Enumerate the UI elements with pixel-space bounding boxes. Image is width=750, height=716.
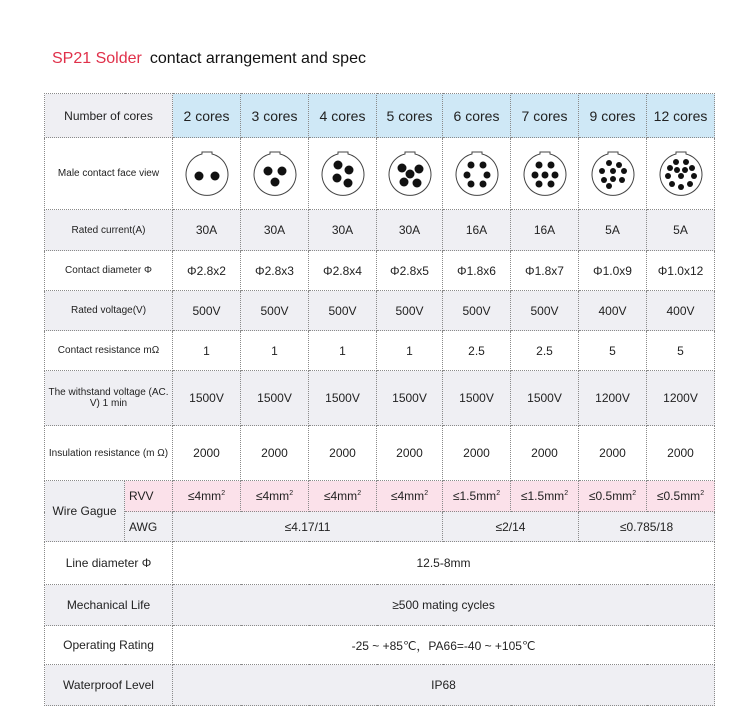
rvv-value: [173, 481, 241, 512]
spec-value: 500V: [173, 291, 241, 331]
superscript: 2: [496, 490, 501, 497]
rvv-label: RVV: [125, 481, 173, 512]
core-count: 12 cores: [647, 94, 715, 138]
spec-value: 1: [309, 331, 377, 371]
superscript: 2: [221, 490, 226, 497]
awg-row: [45, 512, 715, 542]
common-spec-row: [45, 665, 715, 706]
rvv-value: [647, 481, 715, 512]
wire-gauge-label: Wire Gague: [45, 481, 125, 542]
awg-label: AWG: [125, 512, 173, 542]
row-label: Rated current(A): [45, 210, 173, 251]
core-count: 7 cores: [511, 94, 579, 138]
connector-face-diagram: [309, 138, 377, 210]
row-label: Mechanical Life: [45, 585, 173, 626]
awg-value: ≤4.17/11: [173, 512, 443, 542]
row-label: Line diameter Φ: [45, 542, 173, 585]
spec-row: [45, 371, 715, 426]
rvv-value: [377, 481, 443, 512]
rvv-value-text: ≤1.5mm: [520, 489, 565, 503]
rvv-value: [309, 481, 377, 512]
spec-value: Φ1.0x9: [579, 251, 647, 291]
spec-value: 1500V: [377, 371, 443, 426]
awg-value: ≤2/14: [443, 512, 579, 542]
awg-value: ≤0.785/18: [579, 512, 715, 542]
spec-value: 400V: [579, 291, 647, 331]
spec-value: 1: [241, 331, 309, 371]
spec-value: 400V: [647, 291, 715, 331]
spec-value: 1500V: [241, 371, 309, 426]
row-label: The withstand voltage (AC. V) 1 min: [45, 371, 173, 426]
spec-value: 2000: [241, 426, 309, 481]
common-spec-row: [45, 626, 715, 665]
spec-value: 1: [377, 331, 443, 371]
superscript: 2: [564, 490, 569, 497]
spec-value: 500V: [241, 291, 309, 331]
common-value: IP68: [173, 665, 715, 706]
connector-pin-icon: [520, 149, 570, 199]
row-label: Male contact face view: [45, 138, 173, 210]
core-count: 9 cores: [579, 94, 647, 138]
spec-value: Φ1.8x6: [443, 251, 511, 291]
row-label: Contact diameter Φ: [45, 251, 173, 291]
connector-face-diagram: [647, 138, 715, 210]
spec-value: 16A: [443, 210, 511, 251]
connector-pin-icon: [182, 149, 232, 199]
spec-value: 5A: [579, 210, 647, 251]
spec-value: 2000: [443, 426, 511, 481]
spec-table: [44, 93, 715, 706]
core-count: 5 cores: [377, 94, 443, 138]
spec-value: 2000: [173, 426, 241, 481]
spec-value: 5A: [647, 210, 715, 251]
spec-value: 5: [647, 331, 715, 371]
spec-value: 500V: [443, 291, 511, 331]
common-value: ≥500 mating cycles: [173, 585, 715, 626]
spec-row: [45, 331, 715, 371]
rvv-value-text: ≤4mm: [390, 489, 425, 503]
rvv-value: [579, 481, 647, 512]
spec-value: 1: [173, 331, 241, 371]
rvv-value-text: ≤4mm: [323, 489, 358, 503]
rvv-value-text: ≤0.5mm: [588, 489, 633, 503]
spec-value: 1500V: [173, 371, 241, 426]
row-label: Operating Rating: [45, 626, 173, 665]
common-value: -25 ~ +85℃，PA66=-40 ~ +105℃: [173, 626, 715, 665]
rvv-value: [443, 481, 511, 512]
core-count: 3 cores: [241, 94, 309, 138]
connector-face-diagram: [377, 138, 443, 210]
superscript: 2: [289, 490, 294, 497]
connector-pin-icon: [385, 149, 435, 199]
connector-face-diagram: [579, 138, 647, 210]
spec-value: Φ2.8x3: [241, 251, 309, 291]
rvv-value-text: ≤4mm: [187, 489, 222, 503]
core-count: 2 cores: [173, 94, 241, 138]
spec-value: 500V: [377, 291, 443, 331]
common-value: 12.5-8mm: [173, 542, 715, 585]
connector-face-diagram: [443, 138, 511, 210]
header-label: Number of cores: [45, 94, 173, 138]
spec-value: 2000: [579, 426, 647, 481]
spec-value: 500V: [511, 291, 579, 331]
spec-value: 1200V: [647, 371, 715, 426]
connector-face-diagram: [173, 138, 241, 210]
rvv-value-text: ≤1.5mm: [452, 489, 497, 503]
connector-pin-icon: [588, 149, 638, 199]
spec-value: 2000: [377, 426, 443, 481]
spec-row: [45, 210, 715, 251]
spec-row: [45, 291, 715, 331]
spec-value: Φ2.8x2: [173, 251, 241, 291]
spec-value: Φ2.8x5: [377, 251, 443, 291]
face-view-row: [45, 138, 715, 210]
common-spec-row: [45, 585, 715, 626]
rvv-value-text: ≤0.5mm: [656, 489, 701, 503]
spec-value: 2.5: [443, 331, 511, 371]
spec-value: 2000: [511, 426, 579, 481]
rvv-value: [511, 481, 579, 512]
superscript: 2: [700, 490, 705, 497]
connector-pin-icon: [452, 149, 502, 199]
spec-value: 30A: [173, 210, 241, 251]
connector-face-diagram: [511, 138, 579, 210]
spec-value: Φ2.8x4: [309, 251, 377, 291]
spec-value: 16A: [511, 210, 579, 251]
spec-value: 1500V: [309, 371, 377, 426]
rvv-value-text: ≤4mm: [255, 489, 290, 503]
spec-value: Φ1.0x12: [647, 251, 715, 291]
superscript: 2: [424, 490, 429, 497]
spec-value: 1500V: [443, 371, 511, 426]
common-spec-row: [45, 542, 715, 585]
title-model: SP21 Solder: [52, 50, 142, 67]
connector-pin-icon: [250, 149, 300, 199]
connector-pin-icon: [656, 149, 706, 199]
title-text: contact arrangement and spec: [149, 50, 366, 67]
spec-value: Φ1.8x7: [511, 251, 579, 291]
spec-row: [45, 251, 715, 291]
row-label: Rated voltage(V): [45, 291, 173, 331]
superscript: 2: [632, 490, 637, 497]
connector-face-diagram: [241, 138, 309, 210]
superscript: 2: [357, 490, 362, 497]
spec-value: 30A: [241, 210, 309, 251]
core-count: 6 cores: [443, 94, 511, 138]
spec-value: 5: [579, 331, 647, 371]
spec-value: 30A: [377, 210, 443, 251]
spec-value: 1500V: [511, 371, 579, 426]
page-title: [52, 50, 366, 68]
rvv-value: [241, 481, 309, 512]
spec-value: 500V: [309, 291, 377, 331]
header-row: [45, 94, 715, 138]
row-label: Contact resistance mΩ: [45, 331, 173, 371]
spec-value: 2000: [309, 426, 377, 481]
row-label: Waterproof Level: [45, 665, 173, 706]
row-label: Insulation resistance (m Ω): [45, 426, 173, 481]
connector-pin-icon: [318, 149, 368, 199]
spec-value: 1200V: [579, 371, 647, 426]
core-count: 4 cores: [309, 94, 377, 138]
spec-value: 30A: [309, 210, 377, 251]
spec-value: 2.5: [511, 331, 579, 371]
spec-row: [45, 426, 715, 481]
spec-value: 2000: [647, 426, 715, 481]
rvv-row: [45, 481, 715, 512]
